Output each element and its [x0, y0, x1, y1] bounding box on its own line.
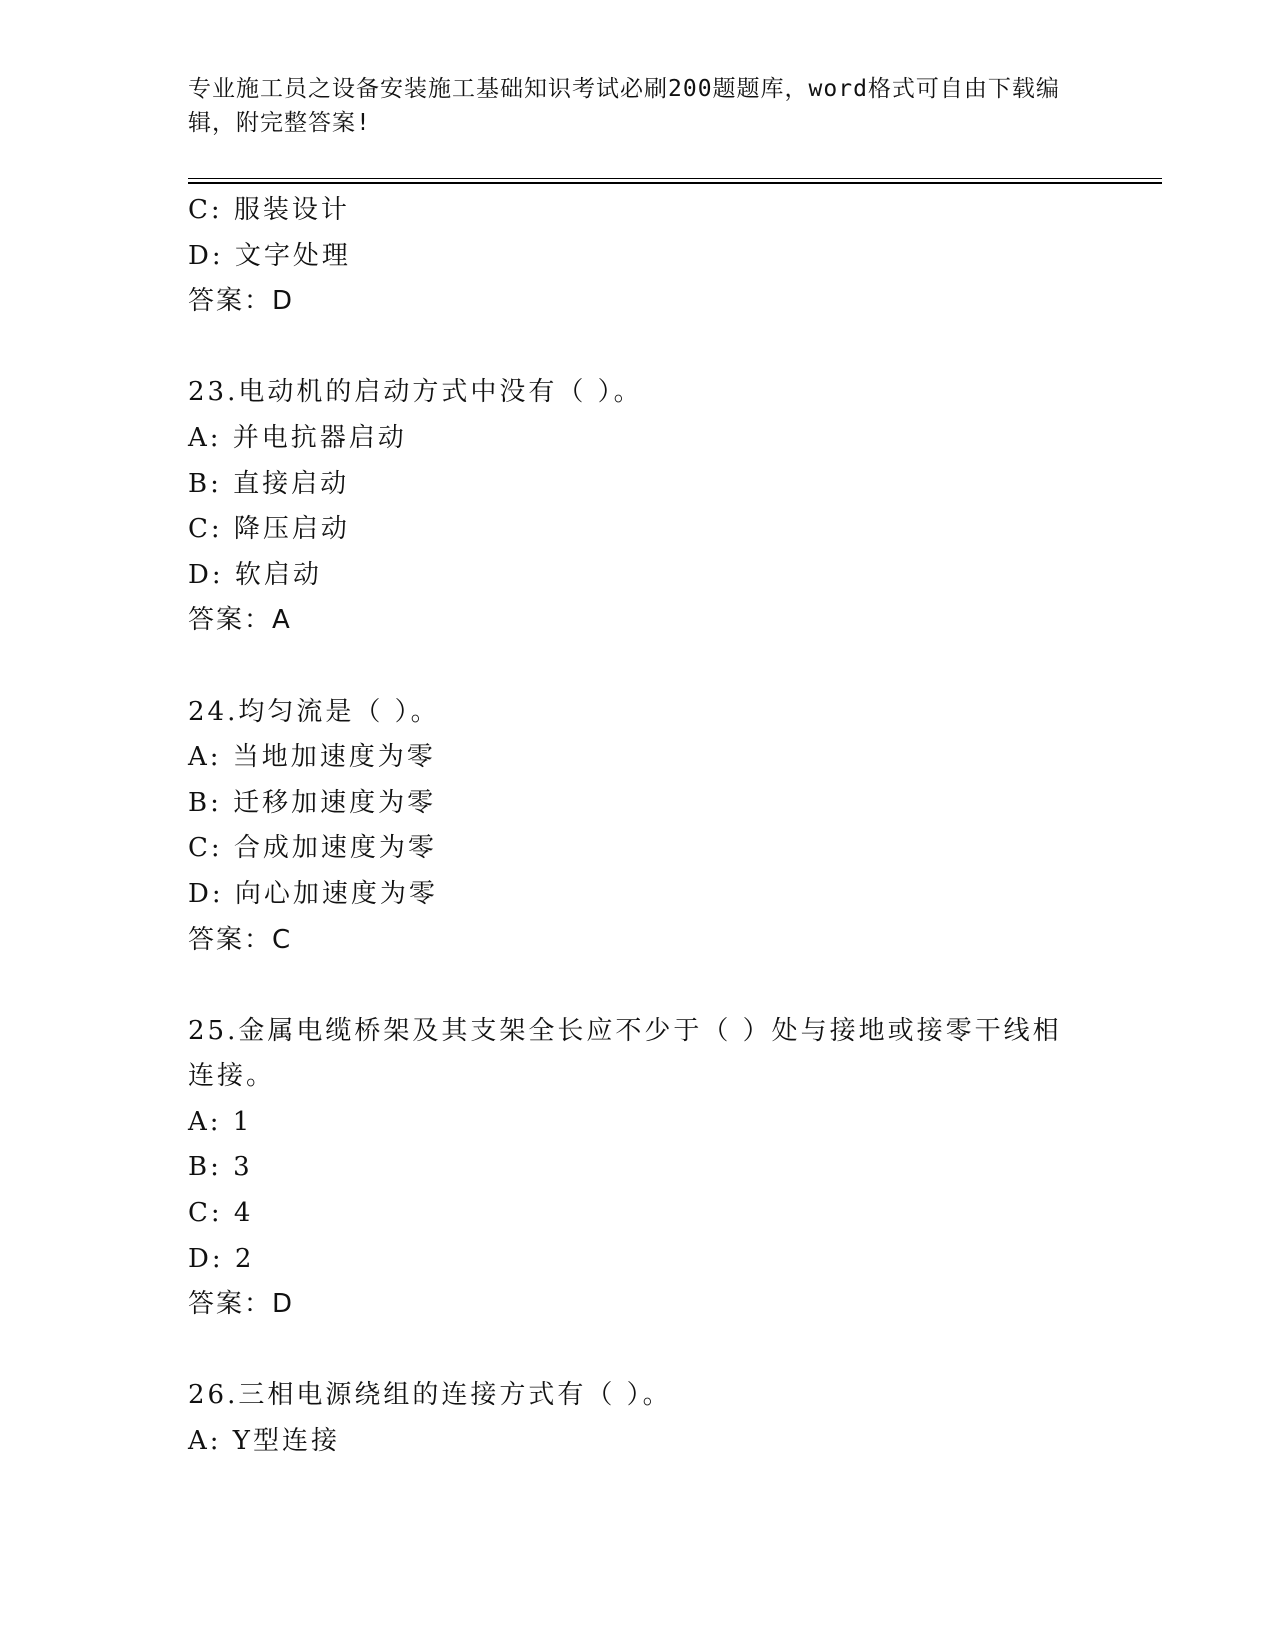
answer-line: 答案：D [188, 1289, 295, 1320]
question-stem: 25.金属电缆桥架及其支架全长应不少于（ ）处与接地或接零干线相连接。 [188, 1015, 1062, 1092]
option-c: C: 服装设计 [188, 195, 350, 225]
answer-line: 答案：C [188, 924, 293, 955]
option-a: A: Y型连接 [188, 1426, 340, 1457]
option-d: D: 文字处理 [188, 240, 351, 271]
question-stem: 24.均匀流是（ ）。 [188, 696, 440, 727]
answer-line: 答案：D [188, 286, 295, 317]
question-list [188, 188, 1148, 1465]
option-d: D: 2 [188, 1243, 255, 1274]
option-d: D: 向心加速度为零 [188, 878, 438, 909]
spacer [188, 644, 1148, 690]
header-rule-top [188, 178, 1162, 179]
option-a: A: 并电抗器启动 [188, 422, 407, 453]
option-c: C: 合成加速度为零 [188, 833, 437, 864]
option-b: B: 迁移加速度为零 [188, 787, 437, 818]
option-a: A: 当地加速度为零 [188, 742, 436, 773]
option-a: A: 1 [188, 1106, 253, 1137]
option-c: C: 4 [188, 1198, 254, 1229]
option-b: B: 直接启动 [188, 468, 350, 499]
question-stem: 23.电动机的启动方式中没有（ ）。 [188, 377, 643, 408]
header-rule-bottom [188, 182, 1162, 184]
spacer [188, 325, 1148, 371]
spacer [188, 1328, 1148, 1374]
document-header: 专业施工员之设备安装施工基础知识考试必刷200题题库，word格式可自由下载编辑，附完整答案! [188, 76, 1060, 136]
question-stem: 26.三相电源绕组的连接方式有（ ）。 [188, 1380, 672, 1411]
option-c: C: 降压启动 [188, 514, 350, 545]
spacer [188, 963, 1148, 1009]
answer-line: 答案：A [188, 605, 292, 636]
option-d: D: 软启动 [188, 559, 322, 590]
option-b: B: 3 [188, 1152, 253, 1183]
